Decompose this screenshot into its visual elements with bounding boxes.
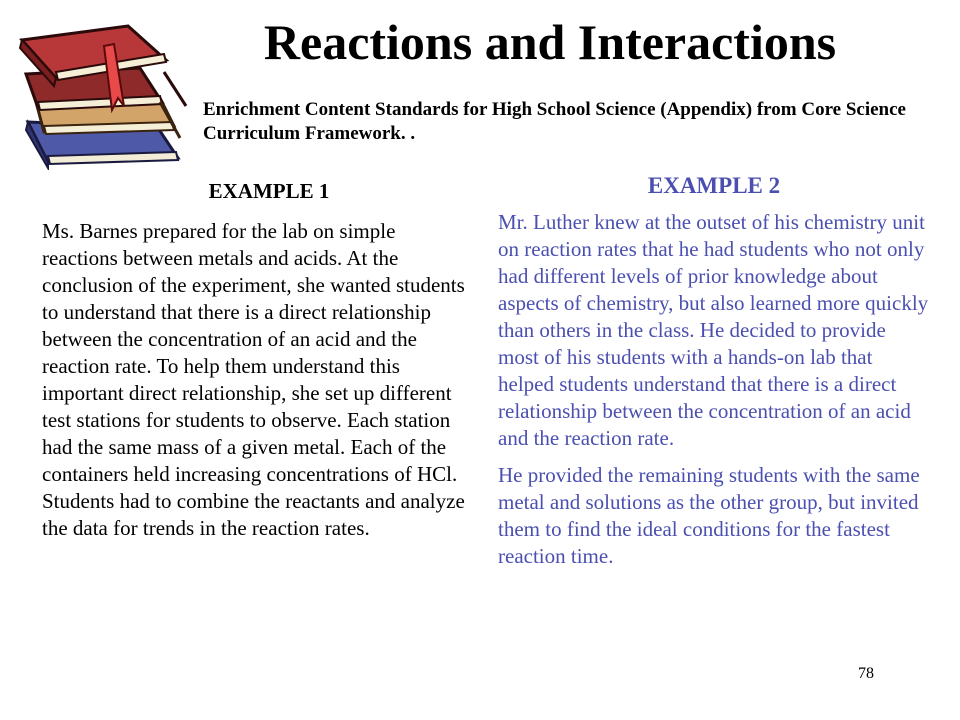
example-1-heading: EXAMPLE 1 <box>208 179 330 203</box>
slide-title: Reactions and Interactions <box>263 14 837 70</box>
example-2-column <box>498 172 930 570</box>
example-1-column <box>42 178 474 542</box>
example-2-heading: EXAMPLE 2 <box>647 173 781 198</box>
slide-subtitle: Enrichment Content Standards for High School Science (Appendix) from Core Science Curriculum Framework. . <box>203 99 906 144</box>
example-2-paragraph-1: Mr. Luther knew at the outset of his chemistry unit on reaction rates that he had students who not only had different levels of prior knowledge about aspects of chemistry, but also learned more quickly than others in the class. He decided to provide most of his students with a hands-on lab that helped students understand that there is a direct relationship between the concentration of an acid and the reaction rate. <box>498 210 929 450</box>
example-1-text: Ms. Barnes prepared for the lab on simple reactions between metals and acids. At the conclusion of the experiment, she wanted students to understand that there is a direct relationship between the concentration of an acid and the reaction rate. To help them understand this important direct relationship, she set up different test stations for students to observe. Each station had the same mass of a given metal. Each of the containers held increasing concentrations of HCl. Students had to combine the reactants and analyze the data for trends in the reaction rates. <box>42 219 465 540</box>
book-stack-icon <box>8 10 196 170</box>
page-number: 78 <box>858 665 874 682</box>
example-2-paragraph-2: He provided the remaining students with the same metal and solutions as the other group, but invited them to find the ideal conditions for the fastest reaction time. <box>498 463 920 568</box>
